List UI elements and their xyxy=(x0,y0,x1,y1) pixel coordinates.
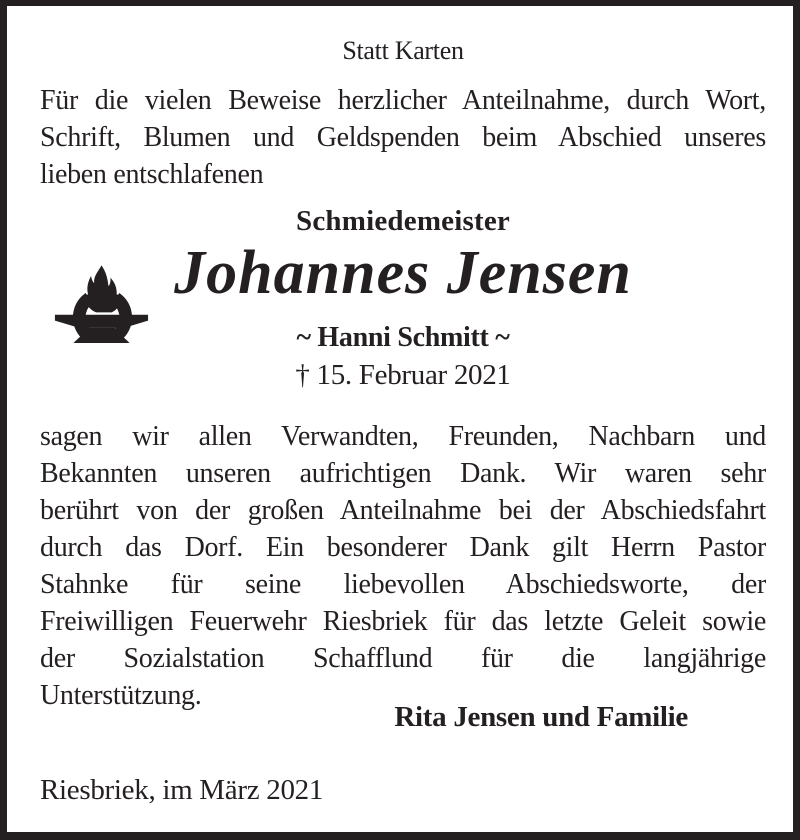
family-signature: Rita Jensen und Familie xyxy=(394,701,688,733)
death-date: † 15. Februar 2021 xyxy=(295,359,511,391)
thanks-paragraph xyxy=(40,418,766,714)
thanks-line: Stahnke für seine liebevollen Abschiedsworte, der xyxy=(40,569,766,600)
intro-paragraph xyxy=(40,82,766,193)
thanks-line: Unterstützung. xyxy=(40,680,202,711)
thanks-line: Bekannten unseren aufrichtigen Dank. Wir waren sehr xyxy=(40,458,766,489)
deceased-name: Johannes Jensen xyxy=(174,239,632,307)
thanks-line: durch das Dorf. Ein besonderer Dank gilt Herrn Pastor xyxy=(40,532,766,563)
maiden-name: ~ Hanni Schmitt ~ xyxy=(296,322,510,353)
profession-title: Schmiedemeister xyxy=(296,205,510,237)
intro-line: Für die vielen Beweise herzlicher Anteilnahme, durch Wort, xyxy=(40,85,766,116)
thanks-line: berührt von der großen Anteilnahme bei der Abschiedsfahrt xyxy=(40,495,766,526)
intro-line: lieben entschlafenen xyxy=(40,159,264,190)
intro-line: Schrift, Blumen und Geldspenden beim Abschied unseres xyxy=(40,122,766,153)
thanks-line: sagen wir allen Verwandten, Freunden, Nachbarn und xyxy=(40,421,766,452)
place-and-date: Riesbriek, im März 2021 xyxy=(40,774,324,806)
pre-header-text: Statt Karten xyxy=(342,36,464,65)
thanks-line: der Sozialstation Schafflund für die langjährige xyxy=(40,643,766,674)
thanks-line: Freiwilligen Feuerwehr Riesbriek für das letzte Geleit sowie xyxy=(40,606,766,637)
